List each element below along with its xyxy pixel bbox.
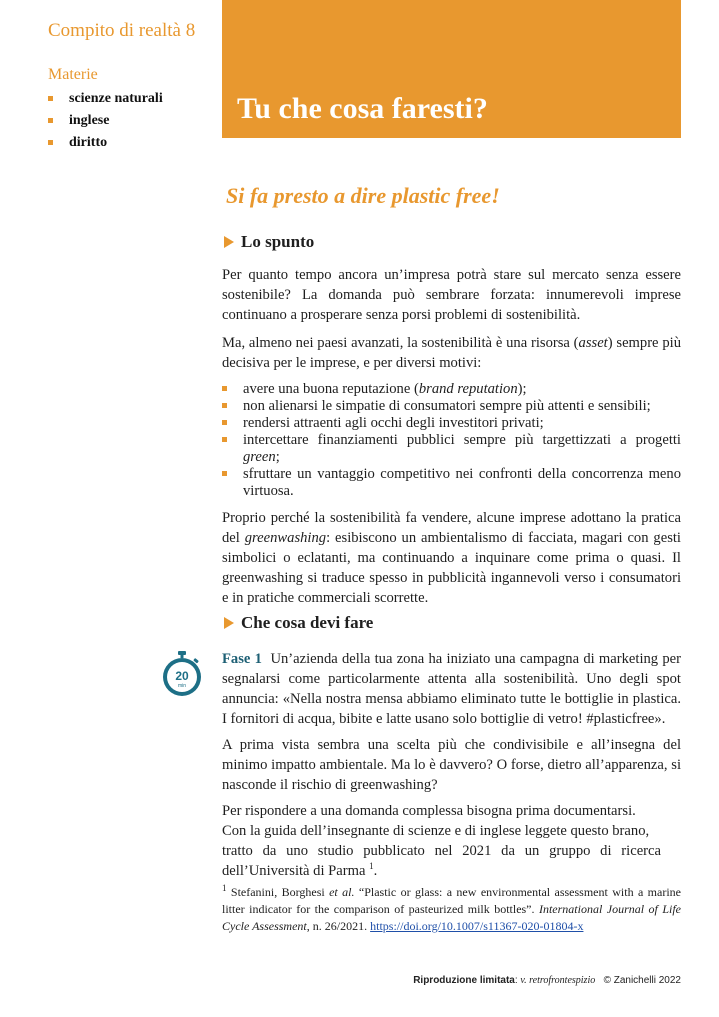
paragraph-documentarsi: Per rispondere a una domanda complessa bisogna prima documentarsi. Con la guida dell’insegnante di scienze e di inglese leggete questo brano, tratto da uno studio pubblicato nel 2021 da un gruppo di ricerca dell’Università di Parma $^1$. [222,803,661,879]
timer-value: 20 [175,669,189,683]
materie-label: Materie [48,66,98,83]
timer-unit: min [177,683,187,689]
subtitle: Si fa presto a dire plastic free! [226,183,500,208]
materia-item: scienze naturali [48,88,163,110]
bullet-square-icon [222,386,227,391]
list-item: sfruttare un vantaggio competitivo nei confronti della concorrenza meno virtuosa. [222,466,681,500]
bullet-square-icon [222,437,227,442]
materia-item: diritto [48,132,163,154]
bullet-square-icon [222,471,227,476]
bullet-square-icon [48,96,53,101]
list-item: rendersi attraenti agli occhi degli investitori privati; [222,415,681,432]
materie-list [48,88,163,154]
timer-icon [161,651,203,704]
motivi-list [222,381,681,500]
compito-label: Compito di realtà 8 [48,20,196,41]
list-item: non alienarsi le simpatie di consumatori sempre più attenti e sensibili; [222,398,681,415]
title-banner [222,0,681,138]
paragraph-asset: Ma, almeno nei paesi avanzati, la sostenibilità è una risorsa (asset) sempre più decisiva per le imprese, e per diversi motivi: [222,335,681,371]
section-heading-fare: Che cosa devi fare [224,613,373,633]
bullet-square-icon [222,403,227,408]
list-item: avere una buona reputazione (brand reputation); [222,381,681,398]
page-title: Tu che cosa faresti? [237,92,488,125]
paragraph-greenwashing: Proprio perché la sostenibilità fa vendere, alcune imprese adottano la pratica del greenwashing: esibiscono un ambientalismo di facciata, magari con gesti simbolici o eclatanti, ma continuando a inquinare come prima o quasi. Il greenwashing si traduce spesso in pubblicità ingannevoli verso i consumatori e in pratiche commerciali scorrette. [222,510,681,606]
paragraph-prima-vista: A prima vista sembra una scelta più che condivisibile e all’insegna del minimo impatto ambientale. Ma lo è davvero? O forse, dietro all’apparenza, si nasconde il rischio di greenwashing? [222,737,681,793]
list-item: intercettare finanziamenti pubblici sempre più targettizzati a progetti green; [222,432,681,466]
footnote: $^1$ Stefanini, Borghesi et al. “Plastic or glass: a new environmental assessment with a marine litter indicator for the comparison of pasteurized milk bottles”. International Journal of Life Cycle Assessment, n. 26/2021. https://doi.org/10.1007/s11367-020-01804-x [222,883,681,933]
triangle-icon [224,617,234,629]
bullet-square-icon [48,118,53,123]
bullet-square-icon [222,420,227,425]
bullet-square-icon [48,140,53,145]
triangle-icon [224,236,234,248]
doi-link[interactable]: https://doi.org/10.1007/s11367-020-01804-x [370,919,584,933]
footer-copyright: Riproduzione limitata: v. retrofrontespizio © Zanichelli 2022 [413,975,681,986]
fase-label: Fase 1 [222,651,262,667]
paragraph-fase1: Fase 1 Un’azienda della tua zona ha iniziato una campagna di marketing per segnalarsi come particolarmente attenta alla sostenibilità. Uno degli spot annuncia: «Nella nostra mensa abbiamo eliminato tutte le bottiglie in plastica. I fornitori di acqua, bibite e latte usano solo bottiglie di vetro! #plasticfree». [222,651,681,727]
section-heading-spunto: Lo spunto [224,232,314,252]
paragraph-intro: Per quanto tempo ancora un’impresa potrà stare sul mercato senza essere sostenibile? La domanda può sembrare forzata: innumerevoli imprese continuano a prosperare senza porsi problemi di sostenibilità. [222,267,681,323]
materia-item: inglese [48,110,163,132]
